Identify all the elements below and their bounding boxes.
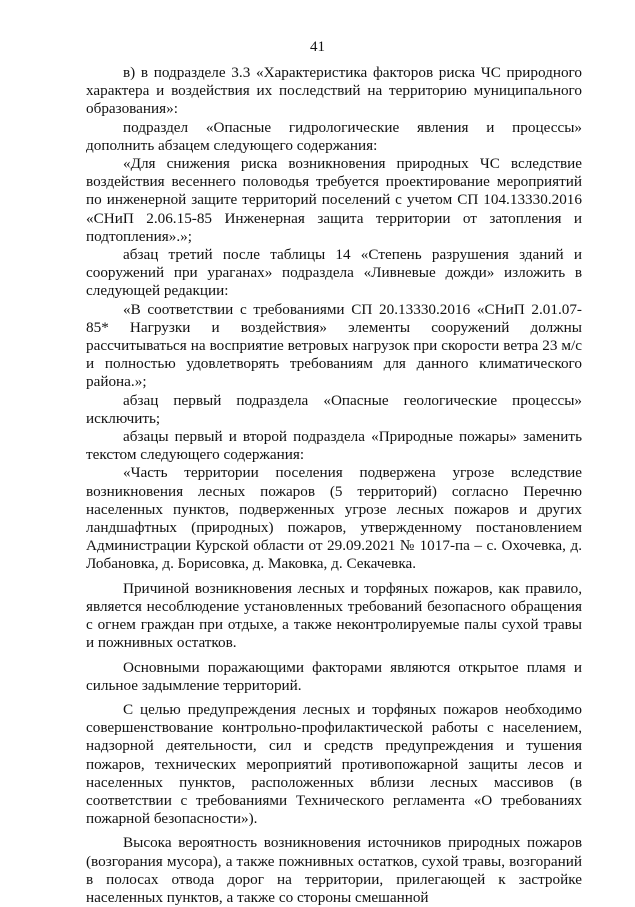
paragraph-hydrology-intro: подраздел «Опасные гидрологические явления и процессы» дополнить абзацем следующего содержания: xyxy=(86,118,582,154)
paragraph-rain-text: «В соответствии с требованиями СП 20.13330.2016 «СНиП 2.01.07-85* Нагрузки и воздействия» элементы сооружений должны рассчитываться на восприятие ветровых нагрузок при скорости ветра 23 м/с и полностью удовлетворять требованиям для данного климатического района.»; xyxy=(86,300,582,391)
paragraph-fires-intro: абзацы первый и второй подраздела «Природные пожары» заменить текстом следующего содержания: xyxy=(86,428,582,464)
paragraph-rain-intro: абзац третий после таблицы 14 «Степень разрушения зданий и сооружений при ураганах» подраздела «Ливневые дожди» изложить в следующей редакции: xyxy=(86,246,582,300)
paragraph-fires-prevention: С целью предупреждения лесных и торфяных пожаров необходимо совершенствование контрольно-профилактической работы с населением, надзорной деятельности, сил и средств предупреждения и тушения пожаров, технических мероприятий противопожарной защиты лесов и населенных пунктов, расположенных вблизи лесных массивов (в соответствии с требованиями Технического регламента «О требованиях пожарной безопасности»). xyxy=(86,700,582,828)
paragraph-hydrology-text: «Для снижения риска возникновения природных ЧС вследствие воздействия весеннего половодья требуется проектирование мероприятий по инженерной защите территорий поселений с учетом СП 104.13330.2016 «СНиП 2.06.15-85 Инженерная защита территории от затопления и подтопления».»; xyxy=(86,155,582,245)
paragraph-fires-factors: Основными поражающими факторами являются открытое пламя и сильное задымление территорий. xyxy=(86,658,582,694)
paragraph-amendment-3-3: в) в подразделе 3.3 «Характеристика факторов риска ЧС природного характера и воздействия их последствий на территорию муниципального образования»: xyxy=(86,64,582,118)
page-number: 41 xyxy=(310,39,325,55)
paragraph-fires-territory: «Часть территории поселения подвержена угрозе вследствие возникновения лесных пожаров (5 территорий) согласно Перечню населенных пунктов, подверженных угрозе лесных пожаров и других ландшафтных (природных) пожаров, утвержденному постановлением Администрации Курской области от 29.09.2021 № 1017-па – с. Охочевка, д. Лобановка, д. Борисовка, д. Маковка, д. Секачевка. xyxy=(86,464,582,573)
paragraph-fires-probability: Высока вероятность возникновения источников природных пожаров (возгорания мусора), а также пожнивных остатков, сухой травы, возгораний в полосах отвода дорог на территории, прилегающей к застройке населенных пунктов, а также со стороны смешанной xyxy=(86,834,582,906)
document-body xyxy=(86,64,582,907)
paragraph-fires-causes: Причиной возникновения лесных и торфяных пожаров, как правило, является несоблюдение установленных требований безопасного обращения с огнем граждан при отдыхе, а также неконтролируемые палы сухой травы и пожнивных остатков. xyxy=(86,579,582,652)
paragraph-geology-exclude: абзац первый подраздела «Опасные геологические процессы» исключить; xyxy=(86,391,582,427)
